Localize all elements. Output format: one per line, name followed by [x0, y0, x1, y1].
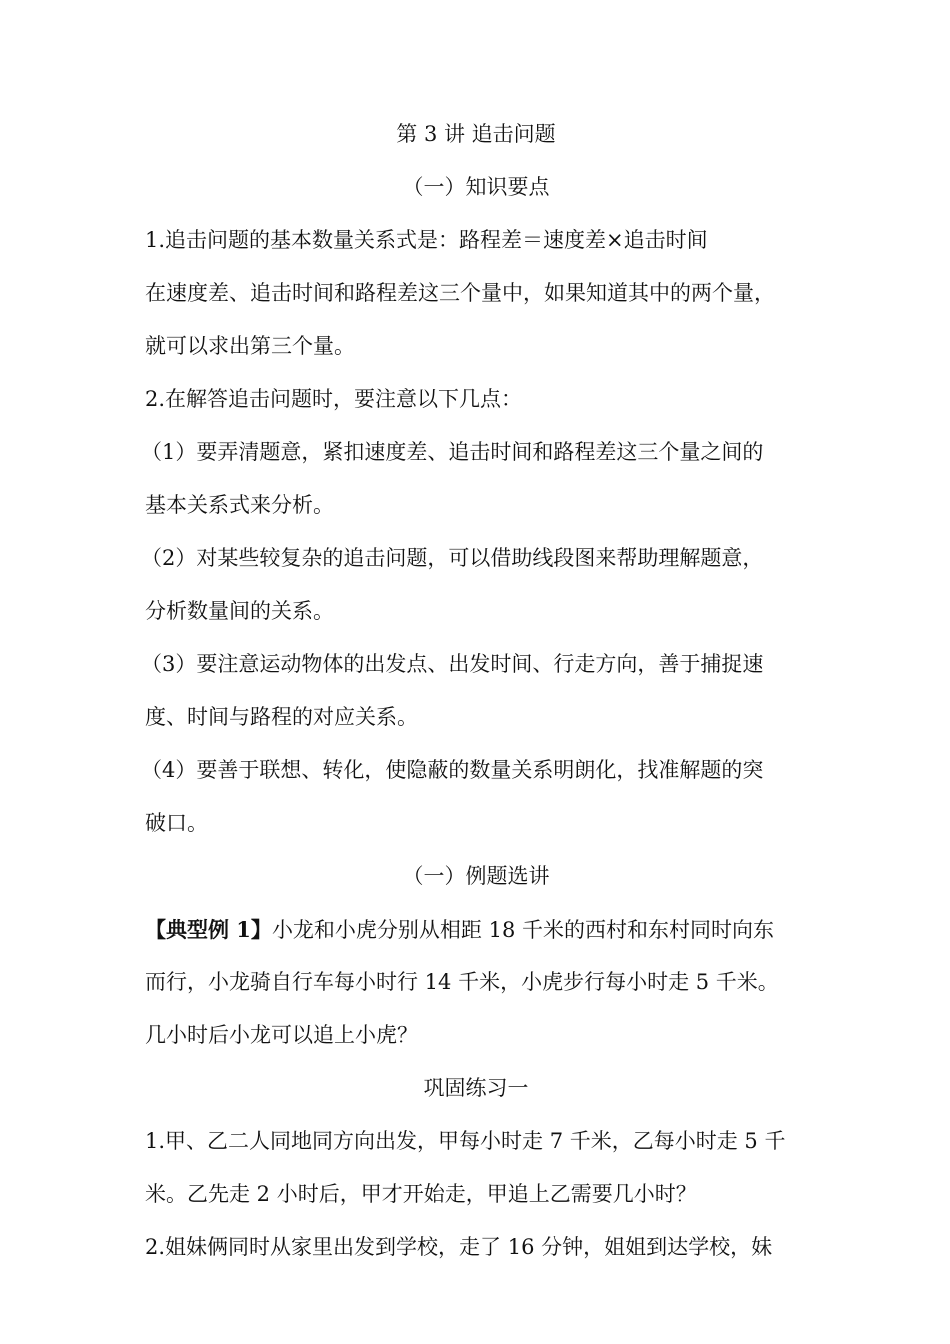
point-3-line: 度、时间与路程的对应关系。 — [145, 705, 418, 729]
point-2-line: （2）对某些较复杂的追击问题，可以借助线段图来帮助理解题意， — [141, 546, 764, 570]
example-1-line: 几小时后小龙可以追上小虎？ — [145, 1023, 418, 1047]
paragraph-line: 1.追击问题的基本数量关系式是：路程差＝速度差×追击时间 — [145, 228, 708, 252]
example-1-line: 而行，小龙骑自行车每小时行 14 千米，小虎步行每小时走 5 千米。 — [145, 970, 779, 994]
point-1-line: 基本关系式来分析。 — [145, 493, 334, 517]
point-3-line: （3）要注意运动物体的出发点、出发时间、行走方向，善于捕捉速 — [141, 652, 764, 676]
section-heading-examples: （一）例题选讲 — [402, 864, 550, 888]
practice-question-1-line: 米。乙先走 2 小时后，甲才开始走，甲追上乙需要几小时？ — [145, 1182, 697, 1206]
paragraph-line: 2.在解答追击问题时，要注意以下几点： — [145, 387, 523, 411]
section-heading-knowledge: （一）知识要点 — [402, 175, 550, 199]
paragraph-line: 就可以求出第三个量。 — [145, 334, 355, 358]
point-4-line: （4）要善于联想、转化，使隐蔽的数量关系明朗化，找准解题的突 — [141, 758, 764, 782]
example-1-label: 【典型例 1】 — [145, 917, 272, 942]
point-1-line: （1）要弄清题意，紧扣速度差、追击时间和路程差这三个量之间的 — [141, 440, 764, 464]
example-1-line — [145, 903, 807, 956]
practice-question-1-line: 1.甲、乙二人同地同方向出发，甲每小时走 7 千米，乙每小时走 5 千 — [145, 1129, 786, 1153]
document-page — [141, 108, 807, 1274]
point-4-line: 破口。 — [145, 811, 208, 835]
practice-question-2-line: 2.姐妹俩同时从家里出发到学校，走了 16 分钟，姐姐到达学校，妹 — [145, 1235, 773, 1259]
lecture-title: 第 3 讲 追击问题 — [396, 122, 556, 146]
paragraph-line: 在速度差、追击时间和路程差这三个量中，如果知道其中的两个量， — [145, 281, 775, 305]
point-2-line: 分析数量间的关系。 — [145, 599, 334, 623]
section-heading-practice: 巩固练习一 — [423, 1076, 529, 1100]
example-1-text: 小龙和小虎分别从相距 18 千米的西村和东村同时向东 — [271, 918, 775, 942]
